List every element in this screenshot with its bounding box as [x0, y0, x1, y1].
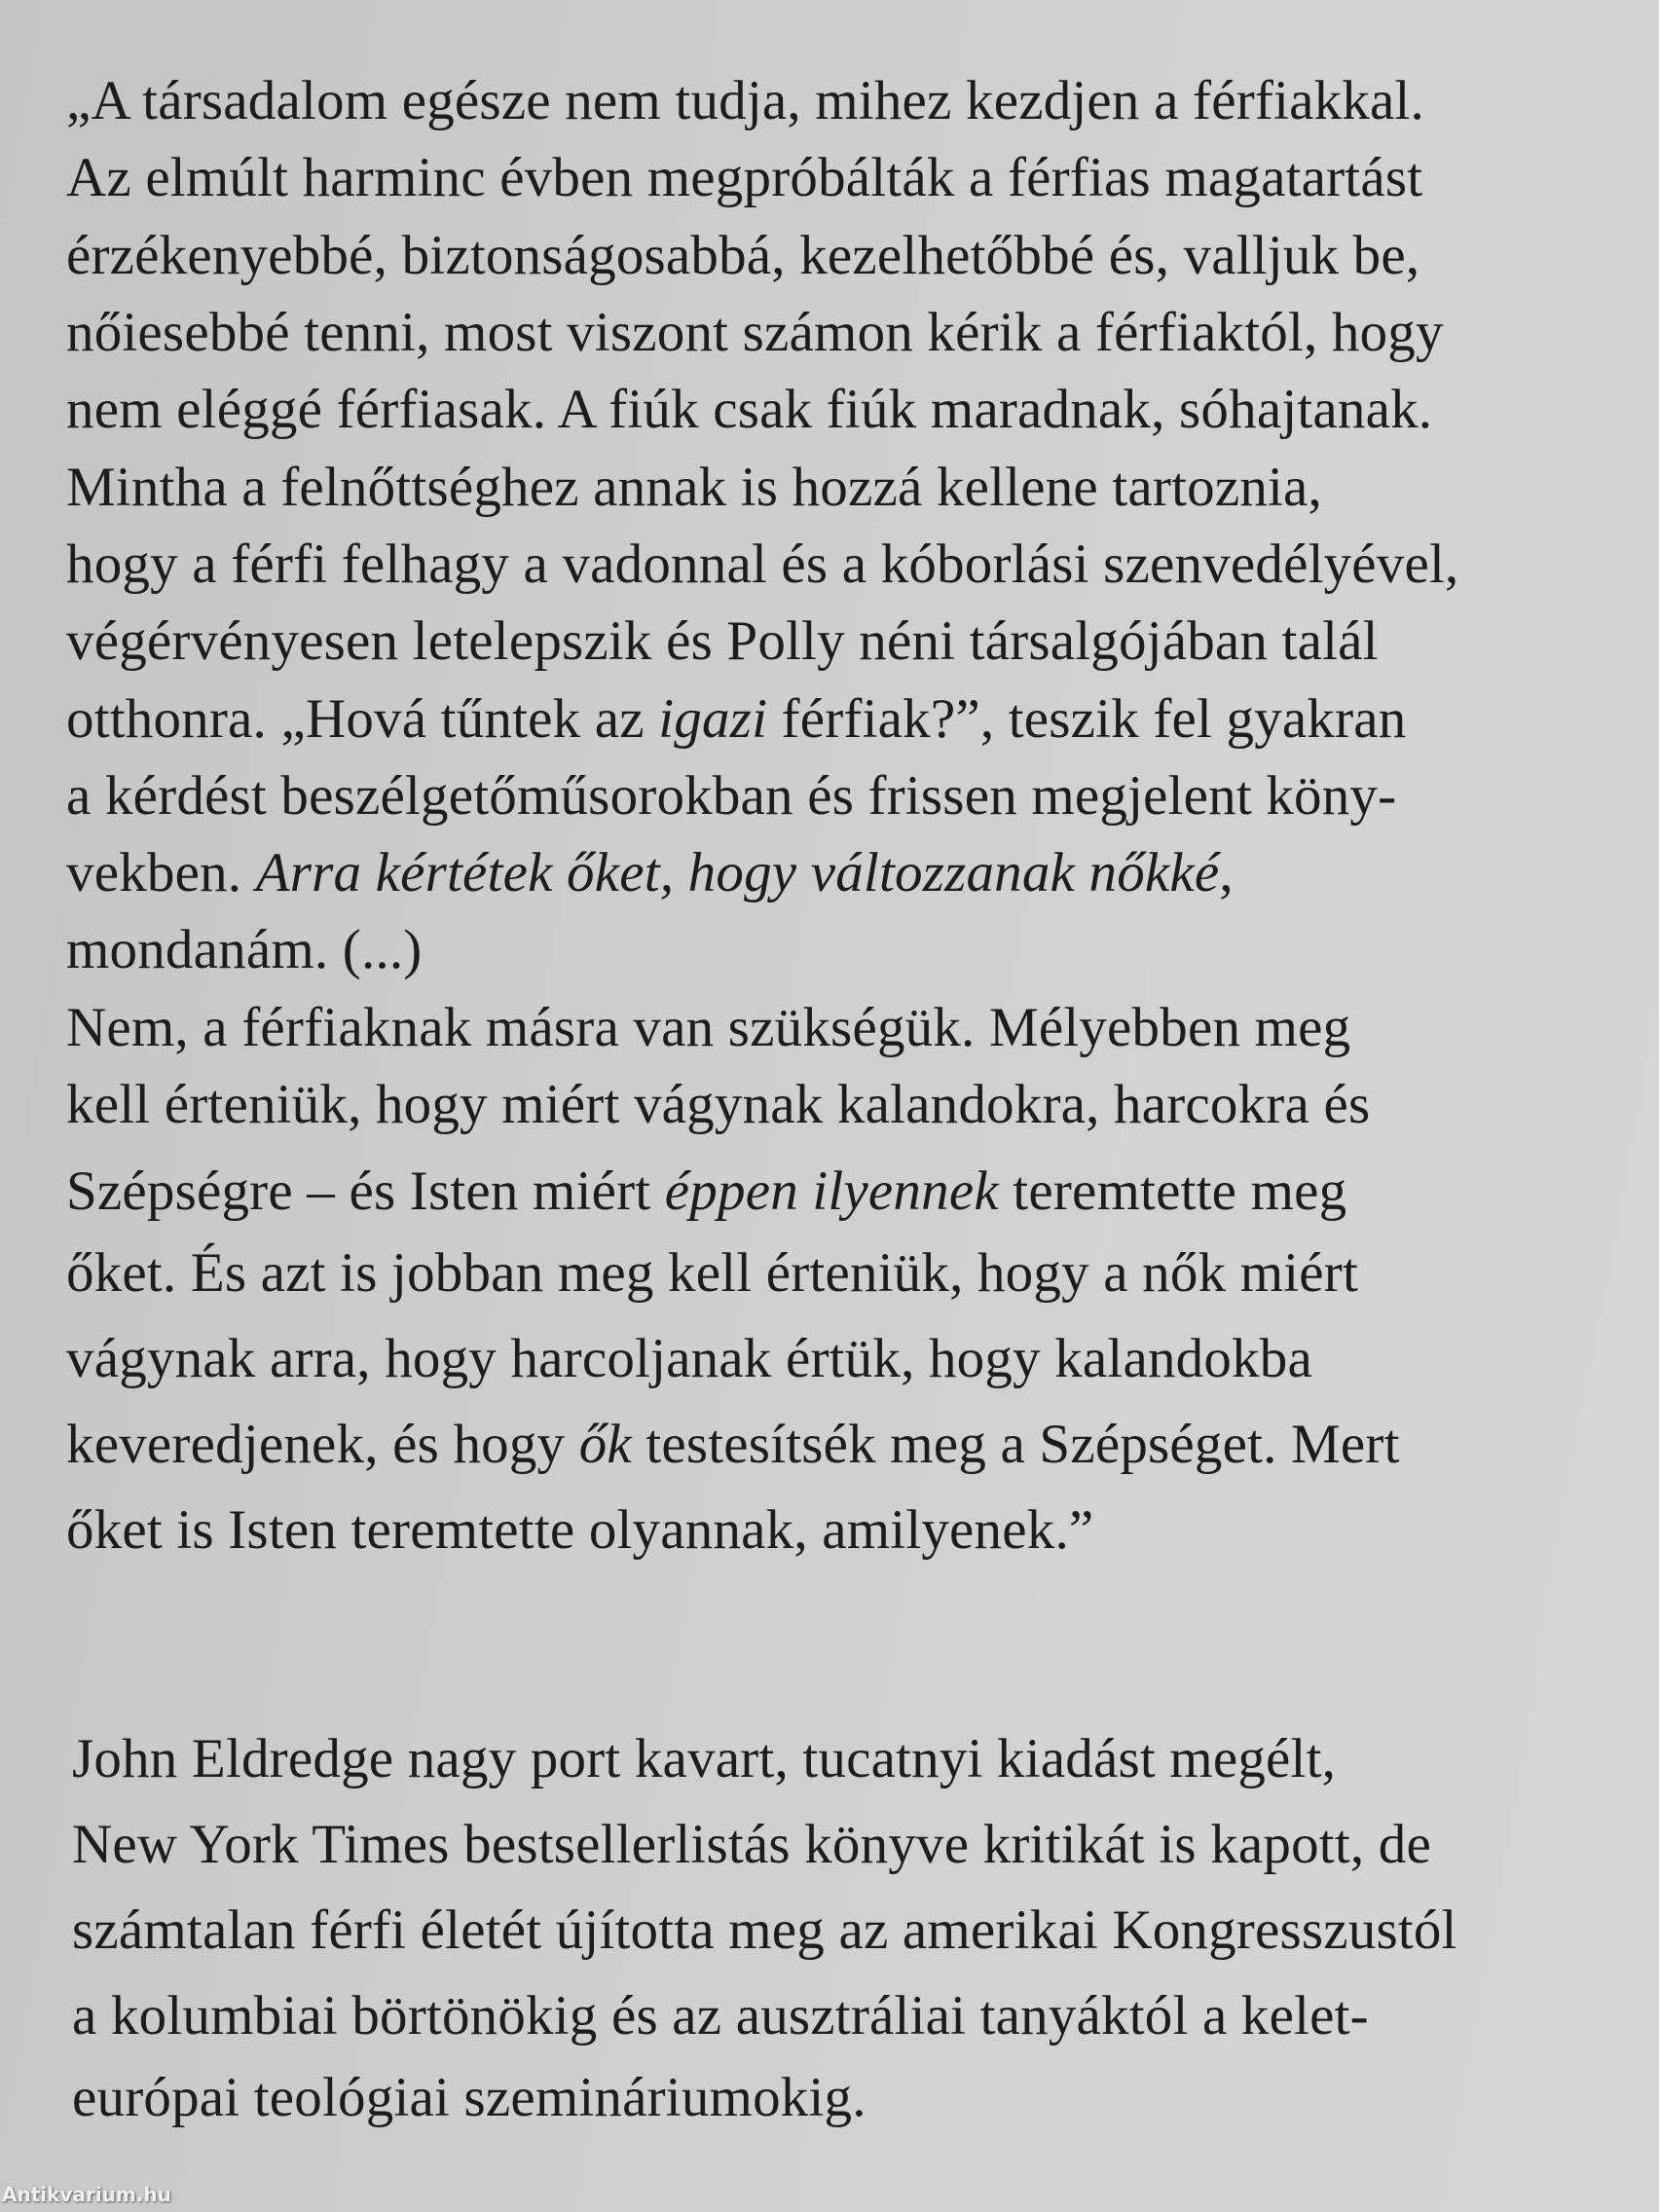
quote-line [66, 610, 1379, 672]
text: , [1219, 842, 1234, 903]
quote-line [66, 919, 423, 980]
text: testesítsék meg a Szépséget. Mert [631, 1414, 1400, 1475]
quote-line [66, 379, 1433, 440]
italic-text: ők [578, 1414, 632, 1475]
quote-line [66, 1499, 1094, 1561]
text: Az elmúlt harminc évben megpróbálták a férfias magatartást [66, 147, 1423, 208]
text: Szépségre – és Isten miért [66, 1161, 665, 1222]
quote-line [66, 765, 1397, 827]
text: nem eléggé férfiasak. A fiúk csak fiúk maradnak, sóhajtanak. [66, 379, 1433, 440]
text: Mintha a felnőttséghez annak is hozzá kellene tartoznia, [66, 457, 1322, 518]
italic-text: Arra kértétek őket, hogy változzanak nőkké [255, 842, 1220, 903]
quote-line [66, 1328, 1312, 1389]
italic-text: éppen ilyennek [664, 1161, 999, 1222]
quote-line [66, 457, 1322, 518]
blurb-line [72, 1728, 1337, 1789]
text: vekben. [66, 842, 256, 903]
text: számtalan férfi életét újította meg az amerikai Kongresszustól [72, 1899, 1457, 1961]
blurb-line [72, 1814, 1431, 1875]
blurb-line [72, 1985, 1369, 2046]
text: hogy a férfi felhagy a vadonnal és a kóborlási szenvedélyével, [66, 534, 1459, 595]
text: a kérdést beszélgetőműsorokban és frissen megjelent köny- [66, 765, 1397, 827]
text: a kolumbiai börtönökig és az ausztráliai tanyáktól a kelet- [72, 1985, 1369, 2046]
text: férfiak?”, teszik fel gyakran [767, 688, 1407, 750]
text: Nem, a férfiaknak másra van szükségük. Mélyebben meg [66, 997, 1351, 1058]
text: kell érteniük, hogy miért vágynak kalandokra, harcokra és [66, 1074, 1371, 1135]
text: európai teológiai szemináriumokig. [72, 2067, 866, 2128]
text: őket. És azt is jobban meg kell érteniük, hogy a nők miért [66, 1242, 1359, 1304]
text: nőiesebbé tenni, most viszont számon kérik a férfiaktól, hogy [66, 302, 1444, 363]
watermark: Antikvarium.hu [2, 2183, 171, 2206]
quote-line [66, 688, 1407, 750]
quote-line [66, 1414, 1400, 1475]
text: vágynak arra, hogy harcoljanak értük, hogy kalandokba [66, 1328, 1312, 1389]
quote-line [66, 302, 1444, 363]
italic-text: igazi [658, 688, 768, 750]
text: „A társadalom egésze nem tudja, mihez kezdjen a férfiakkal. [66, 70, 1424, 131]
quote-line [66, 70, 1424, 131]
blurb-line [72, 2067, 866, 2128]
text: teremtette meg [998, 1161, 1347, 1222]
text: otthonra. „Hová tűntek az [66, 688, 659, 750]
quote-line [66, 997, 1351, 1058]
text: New York Times bestsellerlistás könyve kritikát is kapott, de [72, 1814, 1431, 1875]
quote-line [66, 1161, 1347, 1222]
blurb-line [72, 1899, 1457, 1961]
text: John Eldredge nagy port kavart, tucatnyi kiadást megélt, [72, 1728, 1337, 1789]
text: mondanám. (...) [66, 919, 423, 980]
quote-line [66, 842, 1234, 903]
text: keveredjenek, és hogy [66, 1414, 579, 1475]
text: végérvényesen letelepszik és Polly néni társalgójában talál [66, 610, 1379, 672]
text: őket is Isten teremtette olyannak, amilyenek.” [66, 1499, 1094, 1561]
quote-line [66, 147, 1423, 208]
quote-line [66, 1074, 1371, 1135]
quote-line [66, 534, 1459, 595]
text: érzékenyebbé, biztonságosabbá, kezelhetőbbé és, valljuk be, [66, 225, 1420, 286]
quote-line [66, 225, 1420, 286]
quote-line [66, 1242, 1359, 1304]
